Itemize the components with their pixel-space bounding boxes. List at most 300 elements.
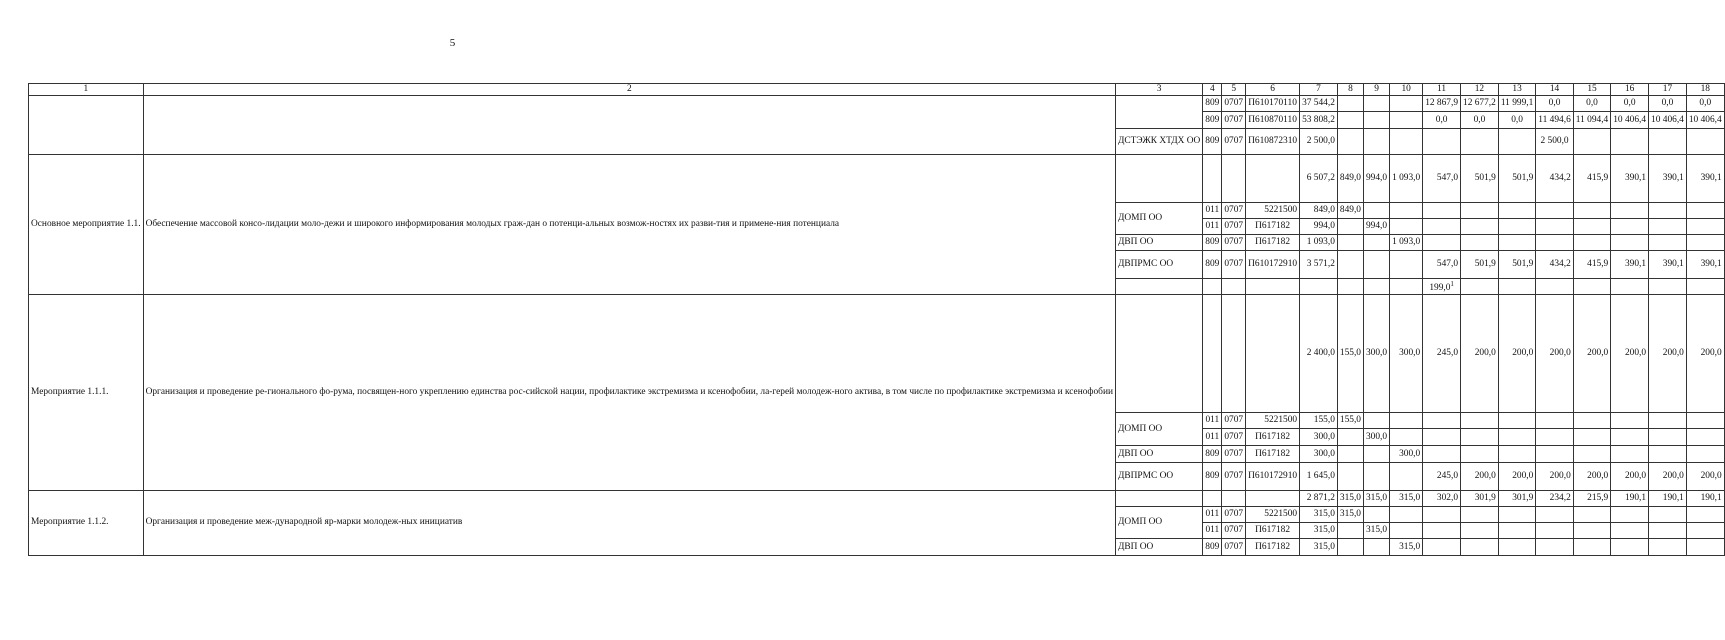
- header-cell: 7: [1300, 84, 1338, 96]
- cell-c9: 315,0: [1363, 491, 1389, 507]
- cell-c6: П617182: [1246, 539, 1300, 556]
- cell-c11: [1423, 235, 1461, 251]
- cell-c12: [1461, 235, 1499, 251]
- cell-c14: [1536, 203, 1573, 219]
- cell-c16: [1611, 129, 1649, 155]
- cell-c12: [1461, 279, 1499, 295]
- cell-c17: [1649, 523, 1687, 539]
- empty-cell: [1116, 279, 1203, 295]
- cell-c14: [1536, 523, 1573, 539]
- cell-c10: [1390, 112, 1423, 129]
- cell-c12: [1461, 203, 1499, 219]
- cell-c14: 434,2: [1536, 155, 1573, 203]
- cell-c13: [1498, 413, 1535, 429]
- cell-c13: 501,9: [1498, 251, 1535, 279]
- cell-c9: 994,0: [1363, 155, 1389, 203]
- cell-c7: [1300, 279, 1338, 295]
- activity-code: Основное мероприятие 1.1.: [29, 155, 144, 295]
- cell-c12: [1461, 446, 1499, 463]
- cell-c8: [1337, 96, 1363, 112]
- agency-label: ДВП ОО: [1116, 539, 1203, 556]
- cell-c7: 2 500,0: [1300, 129, 1338, 155]
- cell-c15: 415,9: [1573, 155, 1610, 203]
- cell-c12: [1461, 219, 1499, 235]
- cell-c17: 200,0: [1649, 295, 1687, 413]
- empty-cell: [29, 96, 144, 155]
- cell-c9: [1363, 129, 1389, 155]
- cell-c5: 0707: [1222, 129, 1246, 155]
- header-cell: 3: [1116, 84, 1203, 96]
- cell-c15: [1573, 507, 1610, 523]
- cell-c5: [1222, 155, 1246, 203]
- cell-c6: П617182: [1246, 523, 1300, 539]
- cell-c13: 301,9: [1498, 491, 1535, 507]
- cell-c17: 390,1: [1649, 155, 1687, 203]
- header-cell: 10: [1390, 84, 1423, 96]
- cell-c15: [1573, 413, 1610, 429]
- cell-c11: [1423, 507, 1461, 523]
- cell-c8: [1337, 129, 1363, 155]
- cell-c16: [1611, 279, 1649, 295]
- cell-c8: [1337, 446, 1363, 463]
- cell-c5: 0707: [1222, 507, 1246, 523]
- cell-c13: [1498, 129, 1535, 155]
- cell-c9: [1363, 235, 1389, 251]
- cell-c10: 315,0: [1390, 539, 1423, 556]
- cell-c9: 300,0: [1363, 295, 1389, 413]
- cell-c10: [1390, 251, 1423, 279]
- cell-c16: [1611, 539, 1649, 556]
- cell-c16: [1611, 429, 1649, 446]
- cell-c18: [1686, 279, 1724, 295]
- activity-code: Мероприятие 1.1.1.: [29, 295, 144, 491]
- cell-c12: 501,9: [1461, 251, 1499, 279]
- cell-c7: 315,0: [1300, 507, 1338, 523]
- cell-c13: 200,0: [1498, 295, 1535, 413]
- cell-c6: [1246, 279, 1300, 295]
- cell-c7: 53 808,2: [1300, 112, 1338, 129]
- cell-c7: 315,0: [1300, 539, 1338, 556]
- cell-c5: 0707: [1222, 413, 1246, 429]
- cell-c6: П617182: [1246, 446, 1300, 463]
- cell-c10: 315,0: [1390, 491, 1423, 507]
- cell-c6: 5221500: [1246, 507, 1300, 523]
- cell-c11: [1423, 523, 1461, 539]
- table-row: [29, 295, 1725, 413]
- cell-c6: [1246, 491, 1300, 507]
- header-cell: 8: [1337, 84, 1363, 96]
- cell-c18: 0,0: [1686, 96, 1724, 112]
- cell-c15: 11 094,4: [1573, 112, 1610, 129]
- cell-c4: 809: [1203, 463, 1222, 491]
- cell-c8: [1337, 251, 1363, 279]
- cell-c6: П617182: [1246, 219, 1300, 235]
- cell-c9: 994,0: [1363, 219, 1389, 235]
- cell-c18: [1686, 129, 1724, 155]
- cell-c16: [1611, 203, 1649, 219]
- cell-c16: 0,0: [1611, 96, 1649, 112]
- cell-c14: 11 494,6: [1536, 112, 1573, 129]
- cell-c5: [1222, 491, 1246, 507]
- cell-c16: 10 406,4: [1611, 112, 1649, 129]
- cell-c13: [1498, 279, 1535, 295]
- cell-c6: П617182: [1246, 235, 1300, 251]
- header-cell: 14: [1536, 84, 1573, 96]
- cell-c18: 200,0: [1686, 463, 1724, 491]
- cell-c11: [1423, 203, 1461, 219]
- table-row: [29, 491, 1725, 507]
- empty-cell: [1116, 491, 1203, 507]
- cell-c12: [1461, 523, 1499, 539]
- cell-c7: 1 645,0: [1300, 463, 1338, 491]
- cell-c7: 3 571,2: [1300, 251, 1338, 279]
- header-cell: 4: [1203, 84, 1222, 96]
- cell-c10: 1 093,0: [1390, 235, 1423, 251]
- cell-c9: [1363, 413, 1389, 429]
- cell-c17: [1649, 279, 1687, 295]
- cell-c4: 011: [1203, 429, 1222, 446]
- cell-c10: [1390, 429, 1423, 446]
- cell-c18: 190,1: [1686, 491, 1724, 507]
- cell-c10: [1390, 203, 1423, 219]
- cell-c11: 245,0: [1423, 463, 1461, 491]
- cell-c10: [1390, 507, 1423, 523]
- cell-c16: 390,1: [1611, 251, 1649, 279]
- cell-c10: [1390, 523, 1423, 539]
- cell-c16: [1611, 235, 1649, 251]
- cell-c8: 315,0: [1337, 491, 1363, 507]
- cell-c14: 200,0: [1536, 463, 1573, 491]
- cell-c5: 0707: [1222, 463, 1246, 491]
- header-cell: 15: [1573, 84, 1610, 96]
- cell-c18: 390,1: [1686, 251, 1724, 279]
- cell-c13: 501,9: [1498, 155, 1535, 203]
- cell-c6: 5221500: [1246, 413, 1300, 429]
- cell-c14: 434,2: [1536, 251, 1573, 279]
- cell-c12: 12 677,2: [1461, 96, 1499, 112]
- cell-c13: [1498, 523, 1535, 539]
- cell-c14: [1536, 219, 1573, 235]
- cell-c8: [1337, 539, 1363, 556]
- empty-cell: [1116, 295, 1203, 413]
- cell-c4: 011: [1203, 413, 1222, 429]
- cell-c12: [1461, 507, 1499, 523]
- cell-c11: [1423, 279, 1461, 295]
- agency-label: ДОМП ОО: [1116, 413, 1203, 446]
- cell-c8: 155,0: [1337, 413, 1363, 429]
- cell-c14: 2 500,0: [1536, 129, 1573, 155]
- cell-c13: [1498, 203, 1535, 219]
- cell-c14: [1536, 429, 1573, 446]
- cell-c11: [1423, 446, 1461, 463]
- table-row: [29, 155, 1725, 203]
- cell-c4: [1203, 295, 1222, 413]
- cell-c17: [1649, 507, 1687, 523]
- cell-c18: [1686, 446, 1724, 463]
- cell-c7: 2 400,0: [1300, 295, 1338, 413]
- cell-c14: [1536, 413, 1573, 429]
- page-number: 5: [449, 37, 456, 49]
- cell-c15: [1573, 279, 1610, 295]
- cell-c13: [1498, 219, 1535, 235]
- header-cell: 2: [143, 84, 1115, 96]
- agency-label: ДВПРМС ОО: [1116, 463, 1203, 491]
- cell-c7: 37 544,2: [1300, 96, 1338, 112]
- cell-c10: 1 093,0: [1390, 155, 1423, 203]
- cell-c9: [1363, 279, 1389, 295]
- cell-c13: [1498, 507, 1535, 523]
- cell-c13: 11 999,1: [1498, 96, 1535, 112]
- cell-c8: [1337, 112, 1363, 129]
- cell-c4: 809: [1203, 539, 1222, 556]
- cell-c8: [1337, 523, 1363, 539]
- header-row: [29, 84, 1725, 96]
- cell-c15: 415,9: [1573, 251, 1610, 279]
- cell-c5: [1222, 295, 1246, 413]
- cell-c13: [1498, 235, 1535, 251]
- cell-c12: [1461, 539, 1499, 556]
- cell-c12: 200,0: [1461, 463, 1499, 491]
- cell-c6: П610870110: [1246, 112, 1300, 129]
- cell-c15: [1573, 429, 1610, 446]
- cell-c7: 1 093,0: [1300, 235, 1338, 251]
- cell-c16: [1611, 446, 1649, 463]
- cell-c4: [1203, 491, 1222, 507]
- empty-cell: [1116, 96, 1203, 129]
- cell-c11: [1423, 219, 1461, 235]
- agency-label: ДВПРМС ОО: [1116, 251, 1203, 279]
- cell-c6: 5221500: [1246, 203, 1300, 219]
- cell-c10: [1390, 413, 1423, 429]
- cell-c11: 302,0: [1423, 491, 1461, 507]
- cell-c9: 300,0: [1363, 429, 1389, 446]
- cell-c11: 547,0: [1423, 155, 1461, 203]
- cell-c17: 0,0: [1649, 96, 1687, 112]
- header-cell: 1: [29, 84, 144, 96]
- cell-c15: 200,0: [1573, 295, 1610, 413]
- cell-c13: 0,0: [1498, 112, 1535, 129]
- cell-c5: 0707: [1222, 523, 1246, 539]
- cell-c10: 300,0: [1390, 446, 1423, 463]
- header-cell: 12: [1461, 84, 1499, 96]
- cell-c12: [1461, 413, 1499, 429]
- cell-c9: [1363, 96, 1389, 112]
- cell-c17: [1649, 429, 1687, 446]
- cell-c11: [1423, 413, 1461, 429]
- cell-c8: [1337, 429, 1363, 446]
- footnote-mark: 1: [1450, 280, 1454, 288]
- cell-c17: [1649, 129, 1687, 155]
- activity-description: Организация и проведение ре-гионального фо-рума, посвящен-ного укреплению единства рос-сийской нации, профилактике экстремизма и ксенофобии, ла-герей молодеж-ного актива, в том числе по профилактике экстремизма и ксенофобии: [143, 295, 1115, 491]
- cell-c18: [1686, 413, 1724, 429]
- cell-c6: [1246, 155, 1300, 203]
- cell-c18: [1686, 507, 1724, 523]
- footnote-value: 199,0: [1429, 283, 1451, 294]
- agency-label: ДВП ОО: [1116, 446, 1203, 463]
- table-row: [29, 96, 1725, 112]
- empty-cell: [143, 96, 1115, 155]
- cell-c12: [1461, 429, 1499, 446]
- cell-c5: 0707: [1222, 219, 1246, 235]
- cell-c18: 390,1: [1686, 155, 1724, 203]
- cell-c15: 200,0: [1573, 463, 1610, 491]
- cell-c4: 809: [1203, 251, 1222, 279]
- cell-c4: 809: [1203, 96, 1222, 112]
- cell-c12: [1461, 129, 1499, 155]
- cell-c6: П610172910: [1246, 463, 1300, 491]
- cell-c18: [1686, 203, 1724, 219]
- cell-c18: [1686, 235, 1724, 251]
- cell-c18: [1686, 523, 1724, 539]
- cell-c6: П610872310: [1246, 129, 1300, 155]
- cell-c9: [1363, 203, 1389, 219]
- cell-c14: [1536, 446, 1573, 463]
- cell-c11: [1423, 429, 1461, 446]
- cell-c15: [1573, 446, 1610, 463]
- header-cell: 11: [1423, 84, 1461, 96]
- cell-c17: [1649, 413, 1687, 429]
- cell-c8: [1337, 235, 1363, 251]
- cell-c9: [1363, 507, 1389, 523]
- cell-c15: [1573, 539, 1610, 556]
- cell-c17: 390,1: [1649, 251, 1687, 279]
- cell-c7: 300,0: [1300, 446, 1338, 463]
- cell-c4: [1203, 279, 1222, 295]
- activity-code: Мероприятие 1.1.2.: [29, 491, 144, 556]
- cell-c10: [1390, 96, 1423, 112]
- cell-c11: 547,0: [1423, 251, 1461, 279]
- cell-c14: 234,2: [1536, 491, 1573, 507]
- cell-c9: [1363, 463, 1389, 491]
- cell-c13: [1498, 539, 1535, 556]
- cell-c4: 011: [1203, 203, 1222, 219]
- cell-c10: [1390, 219, 1423, 235]
- header-cell: 17: [1649, 84, 1687, 96]
- cell-c6: [1246, 295, 1300, 413]
- cell-c12: 0,0: [1461, 112, 1499, 129]
- cell-c14: [1536, 279, 1573, 295]
- cell-c16: 200,0: [1611, 295, 1649, 413]
- cell-c16: [1611, 219, 1649, 235]
- cell-c7: 2 871,2: [1300, 491, 1338, 507]
- cell-c7: 994,0: [1300, 219, 1338, 235]
- cell-c8: [1337, 463, 1363, 491]
- cell-c4: 809: [1203, 112, 1222, 129]
- cell-c14: [1536, 539, 1573, 556]
- agency-label: ДВП ОО: [1116, 235, 1203, 251]
- cell-c5: 0707: [1222, 446, 1246, 463]
- cell-c5: 0707: [1222, 96, 1246, 112]
- cell-c15: [1573, 219, 1610, 235]
- cell-c11: 245,0: [1423, 295, 1461, 413]
- cell-c7: 300,0: [1300, 429, 1338, 446]
- cell-c17: [1649, 219, 1687, 235]
- cell-c15: 0,0: [1573, 96, 1610, 112]
- budget-table: [28, 83, 1725, 556]
- cell-c13: 200,0: [1498, 463, 1535, 491]
- cell-c8: 155,0: [1337, 295, 1363, 413]
- cell-c18: 10 406,4: [1686, 112, 1724, 129]
- cell-c12: 301,9: [1461, 491, 1499, 507]
- cell-c15: 215,9: [1573, 491, 1610, 507]
- cell-c16: 190,1: [1611, 491, 1649, 507]
- cell-c16: 200,0: [1611, 463, 1649, 491]
- cell-c10: [1390, 129, 1423, 155]
- cell-c15: [1573, 523, 1610, 539]
- cell-c17: [1649, 539, 1687, 556]
- cell-c18: [1686, 429, 1724, 446]
- cell-c10: [1390, 279, 1423, 295]
- cell-c5: 0707: [1222, 539, 1246, 556]
- header-cell: 16: [1611, 84, 1649, 96]
- cell-c4: [1203, 155, 1222, 203]
- header-cell: 6: [1246, 84, 1300, 96]
- activity-description: Организация и проведение меж-дународной яр-марки молодеж-ных инициатив: [143, 491, 1115, 556]
- cell-c12: 200,0: [1461, 295, 1499, 413]
- cell-c10: 300,0: [1390, 295, 1423, 413]
- cell-c18: [1686, 539, 1724, 556]
- cell-c17: 10 406,4: [1649, 112, 1687, 129]
- cell-c4: 809: [1203, 235, 1222, 251]
- cell-c17: 200,0: [1649, 463, 1687, 491]
- cell-c7: 6 507,2: [1300, 155, 1338, 203]
- cell-c11: 0,0: [1423, 112, 1461, 129]
- agency-label: ДОМП ОО: [1116, 507, 1203, 539]
- cell-c15: [1573, 129, 1610, 155]
- cell-c8: 849,0: [1337, 155, 1363, 203]
- activity-description: Обеспечение массовой консо-лидации моло-дежи и широкого информирования молодых граж-дан о потенци-альных возмож-ностях их разви-тия и примене-ния потенциала: [143, 155, 1115, 295]
- cell-c7: 315,0: [1300, 523, 1338, 539]
- cell-c16: [1611, 507, 1649, 523]
- cell-c8: [1337, 219, 1363, 235]
- cell-c17: [1649, 446, 1687, 463]
- cell-c5: 0707: [1222, 429, 1246, 446]
- agency-label: ДСТЭЖК ХТДХ ОО: [1116, 129, 1203, 155]
- cell-c5: 0707: [1222, 251, 1246, 279]
- cell-c11: [1423, 539, 1461, 556]
- cell-c16: 390,1: [1611, 155, 1649, 203]
- cell-c4: 011: [1203, 219, 1222, 235]
- cell-c6: П617182: [1246, 429, 1300, 446]
- empty-cell: [1116, 155, 1203, 203]
- cell-c11: 12 867,9: [1423, 96, 1461, 112]
- cell-c9: [1363, 112, 1389, 129]
- cell-c8: [1337, 279, 1363, 295]
- cell-c6: П610172910: [1246, 251, 1300, 279]
- cell-c16: [1611, 523, 1649, 539]
- cell-c13: [1498, 429, 1535, 446]
- cell-c9: [1363, 446, 1389, 463]
- agency-label: ДОМП ОО: [1116, 203, 1203, 235]
- cell-c16: [1611, 413, 1649, 429]
- cell-c8: 315,0: [1337, 507, 1363, 523]
- cell-c17: 190,1: [1649, 491, 1687, 507]
- cell-c18: 200,0: [1686, 295, 1724, 413]
- header-cell: 9: [1363, 84, 1389, 96]
- cell-c7: 849,0: [1300, 203, 1338, 219]
- cell-c17: [1649, 235, 1687, 251]
- cell-c4: 011: [1203, 507, 1222, 523]
- cell-c14: 200,0: [1536, 295, 1573, 413]
- cell-c17: [1649, 203, 1687, 219]
- cell-c5: 0707: [1222, 235, 1246, 251]
- cell-c6: П610170110: [1246, 96, 1300, 112]
- cell-c8: 849,0: [1337, 203, 1363, 219]
- cell-c5: [1222, 279, 1246, 295]
- header-cell: 13: [1498, 84, 1535, 96]
- cell-c14: [1536, 507, 1573, 523]
- cell-c14: [1536, 235, 1573, 251]
